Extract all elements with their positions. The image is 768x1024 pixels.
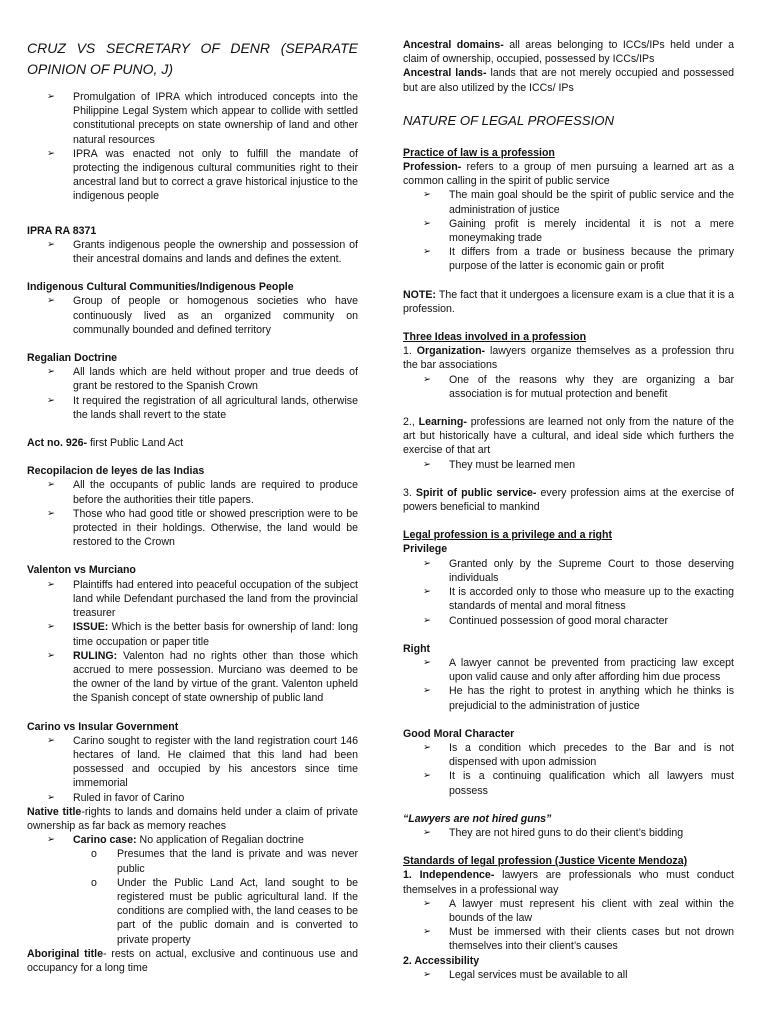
arrow-bullet-icon: ➢ [423, 968, 431, 980]
icc-heading: Indigenous Cultural Communities/Indigenous People [27, 281, 294, 294]
list-item: ➢ It required the registration of all agricultural lands, otherwise the lands shall revert to the state [47, 394, 358, 421]
arrow-bullet-icon: ➢ [423, 614, 431, 626]
intro-list [27, 90, 358, 204]
arrow-bullet-icon: ➢ [423, 741, 431, 753]
act-text: first Public Land Act [87, 437, 184, 450]
list-item: ➢ They must be learned men [423, 458, 576, 471]
right-heading: Right [403, 642, 431, 655]
arrow-bullet-icon: ➢ [47, 295, 55, 307]
recopilacion-heading: Recopilacion de leyes de las Indias [27, 465, 205, 478]
arrow-bullet-icon: ➢ [47, 507, 55, 519]
good-moral-list [403, 741, 734, 798]
carino-list [27, 734, 358, 805]
list-item: ➢ Must be immersed with their clients cases but not drown themselves into their client’s causes [423, 926, 734, 953]
independence-list [403, 897, 734, 954]
list-item: ➢ It is accorded only to those who measure up to the exacting standards of mental and moral fitness [423, 586, 734, 613]
list-item: ➢ Carino sought to register with the land registration court 146 hectares of land. He claimed that this land had been possessed and occupied by his ancestors since time immemorial [47, 734, 358, 790]
good-moral-heading: Good Moral Character [403, 727, 515, 740]
carino-case-list [27, 833, 358, 847]
sub-list-item: o Under the Public Land Act, land sought to be registered must be public agricultural land. If the conditions are complied with, the land ceases to be part of the public domain and is converted to private property [91, 876, 358, 946]
arrow-bullet-icon: ➢ [423, 770, 431, 782]
list-item: ➢ Grants indigenous people the ownership and possession of their ancestral domains and lands and defines the extent. [47, 238, 358, 266]
list-item: ➢ Those who had good title or showed prescription were to be protected in their holdings. Otherwise, the land would be restored to the Crown [47, 507, 358, 549]
list-item: ➢ Plaintiffs had entered into peaceful occupation of the subject land while Defendant purchased the land from the provincial treasurer [47, 578, 358, 620]
ancestral-domains-line: Ancestral domains- all areas belonging to ICCs/IPs held under a claim of ownership, occupied, possessed by ICCs/IPs [403, 39, 734, 66]
arrow-bullet-icon: ➢ [423, 217, 431, 229]
arrow-bullet-icon: ➢ [423, 246, 431, 258]
list-item: ➢ Granted only by the Supreme Court to those deserving individuals [423, 557, 734, 584]
arrow-bullet-icon: ➢ [47, 91, 55, 102]
arrow-bullet-icon: ➢ [47, 238, 55, 250]
issue-label: ISSUE: [73, 621, 109, 634]
native-title-label: Native title [27, 805, 82, 818]
valenton-heading: Valenton vs Murciano [27, 564, 136, 577]
arrow-bullet-icon: ➢ [423, 189, 431, 201]
aboriginal-title-label: Aboriginal title [27, 947, 103, 960]
list-item: ➢ A lawyer must represent his client with zeal within the bounds of the law [423, 897, 734, 924]
list-item: ➢ The main goal should be the spirit of public service and the administration of justice [423, 189, 734, 216]
ipra-list [27, 238, 358, 266]
list-item: ➢ They are not hired guns to do their client’s bidding [423, 826, 684, 839]
accessibility-heading: 2. Accessibility [403, 954, 480, 967]
list-item: ➢ IPRA was enacted not only to fulfill the mandate of protecting the indigenous cultural communities right to their ancestral land but to correct a grave historical injustice to the indigenous people [47, 147, 358, 203]
arrow-bullet-icon: ➢ [47, 834, 55, 846]
profession-list [403, 188, 734, 273]
list-item: ➢ ISSUE: Which is the better basis for ownership of land: long time occupation or paper title [47, 621, 358, 648]
arrow-bullet-icon: ➢ [423, 685, 431, 697]
list-item: ➢ Group of people or homogenous societies who have continuously lived as an organized community on communally bounded and defined territory [47, 295, 358, 336]
arrow-bullet-icon: ➢ [47, 479, 55, 491]
regalian-list [27, 365, 358, 422]
organization-line: 1. Organization- lawyers organize themselves as a profession thru the bar associations [403, 345, 734, 372]
aboriginal-title-line: Aboriginal title- rests on actual, exclusive and continuous use and occupancy for a long time [27, 947, 358, 974]
list-item: ➢ Is a condition which precedes to the Bar and is not dispensed with upon admission [423, 741, 734, 769]
list-item: ➢ A lawyer cannot be prevented from practicing law except upon valid cause and only after affording him due process [423, 656, 734, 684]
privilege-list [403, 557, 734, 628]
circle-bullet-icon: o [91, 876, 97, 889]
ruling-label: RULING: [73, 649, 118, 662]
hired-guns-list [403, 826, 734, 840]
arrow-bullet-icon: ➢ [423, 458, 431, 470]
independence-line: 1. Independence- lawyers are professionals who must conduct themselves in a professional way [403, 869, 734, 896]
arrow-bullet-icon: ➢ [47, 147, 55, 159]
list-item: ➢ All the occupants of public lands are required to produce before the authorities their title papers. [47, 479, 358, 506]
act-line [27, 436, 358, 450]
valenton-list [27, 578, 358, 706]
arrow-bullet-icon: ➢ [47, 734, 55, 746]
privilege-right-heading: Legal profession is a privilege and a right [403, 529, 612, 542]
profession-line: Profession- refers to a group of men pursuing a learned art as a common calling in the spirit of public service [403, 161, 734, 188]
arrow-bullet-icon: ➢ [423, 897, 431, 909]
case-title: CRUZ VS SECRETARY OF DENR (SEPARATE OPINION OF PUNO, J) [27, 40, 358, 77]
list-item: ➢ He has the right to protest in anything which he thinks is prejudicial to the administration of justice [423, 685, 734, 712]
ancestral-lands-line: Ancestral lands- lands that are not merely occupied and possessed but are also utilized by the ICCs/ IPs [403, 67, 734, 94]
arrow-bullet-icon: ➢ [423, 557, 431, 569]
list-item: ➢ Carino case: No application of Regalian doctrine [47, 834, 304, 847]
list-item: ➢ Legal services must be available to all [423, 968, 628, 981]
privilege-subheading: Privilege [403, 543, 448, 556]
icc-list [27, 294, 358, 337]
list-item: ➢ One of the reasons why they are organizing a bar association is for mutual protection and benefit [423, 373, 734, 400]
arrow-bullet-icon: ➢ [47, 621, 55, 633]
list-item: ➢ Continued possession of good moral character [423, 614, 669, 627]
list-item: ➢ All lands which are held without proper and true deeds of grant be restored to the Spanish Crown [47, 366, 358, 393]
learning-line: 2., Learning- professions are learned not only from the nature of the art but historically have a cultural, and ideal side which furthers the exercise of that art [403, 416, 734, 457]
arrow-bullet-icon: ➢ [423, 826, 431, 838]
arrow-bullet-icon: ➢ [47, 791, 55, 803]
note-line: NOTE: The fact that it undergoes a licensure exam is a clue that it is a profession. [403, 288, 734, 315]
arrow-bullet-icon: ➢ [423, 656, 431, 668]
arrow-bullet-icon: ➢ [47, 578, 55, 590]
circle-bullet-icon: o [91, 848, 97, 861]
arrow-bullet-icon: ➢ [423, 926, 431, 938]
section-title: NATURE OF LEGAL PROFESSION [403, 112, 615, 128]
learning-list [403, 458, 734, 472]
carino-heading: Carino vs Insular Government [27, 720, 179, 733]
act-label: Act no. 926- [27, 437, 88, 450]
arrow-bullet-icon: ➢ [423, 373, 431, 385]
sub-list-item: o Presumes that the land is private and was never public [91, 848, 358, 875]
arrow-bullet-icon: ➢ [423, 586, 431, 598]
standards-heading: Standards of legal profession (Justice Vicente Mendoza) [403, 855, 688, 868]
regalian-heading: Regalian Doctrine [27, 352, 118, 365]
three-ideas-heading: Three Ideas involved in a profession [403, 331, 587, 344]
organization-list [403, 373, 734, 401]
list-item: ➢ Gaining profit is merely incidental it is not a mere moneymaking trade [423, 217, 734, 245]
practice-heading: Practice of law is a profession [403, 146, 555, 159]
ipra-heading: IPRA RA 8371 [27, 224, 97, 237]
arrow-bullet-icon: ➢ [47, 649, 55, 661]
arrow-bullet-icon: ➢ [47, 394, 55, 406]
right-column [403, 38, 734, 982]
right-list [403, 656, 734, 713]
left-column [27, 38, 358, 975]
list-item: ➢ Promulgation of IPRA which introduced concepts into the Philippine Legal System which appear to collide with settled constitutional precepts on state ownership of land and other natural resources [47, 91, 358, 146]
list-item: ➢ It differs from a trade or business because the primary purpose of the latter is economic gain or profit [423, 246, 734, 273]
list-item: ➢ RULING: Valenton had no rights other than those which accrued to mere possession. Murciano was deemed to be the owner of the land by virtue of the grant. Valenton upheld the Spanish concept of state ownership of public land [47, 649, 358, 705]
spirit-line: 3. Spirit of public service- every profession aims at the exercise of powers beneficial to mankind [403, 486, 734, 514]
arrow-bullet-icon: ➢ [47, 366, 55, 378]
list-item: ➢ Ruled in favor of Carino [47, 791, 185, 804]
recopilacion-list [27, 478, 358, 549]
accessibility-list [403, 968, 734, 982]
carino-sub-list [27, 847, 358, 946]
list-item: ➢ It is a continuing qualification which all lawyers must possess [423, 770, 734, 797]
hired-guns-heading: “Lawyers are not hired guns” [403, 812, 552, 825]
native-title-line: Native title-rights to lands and domains held under a claim of private ownership as far back as memory reaches [27, 805, 358, 832]
